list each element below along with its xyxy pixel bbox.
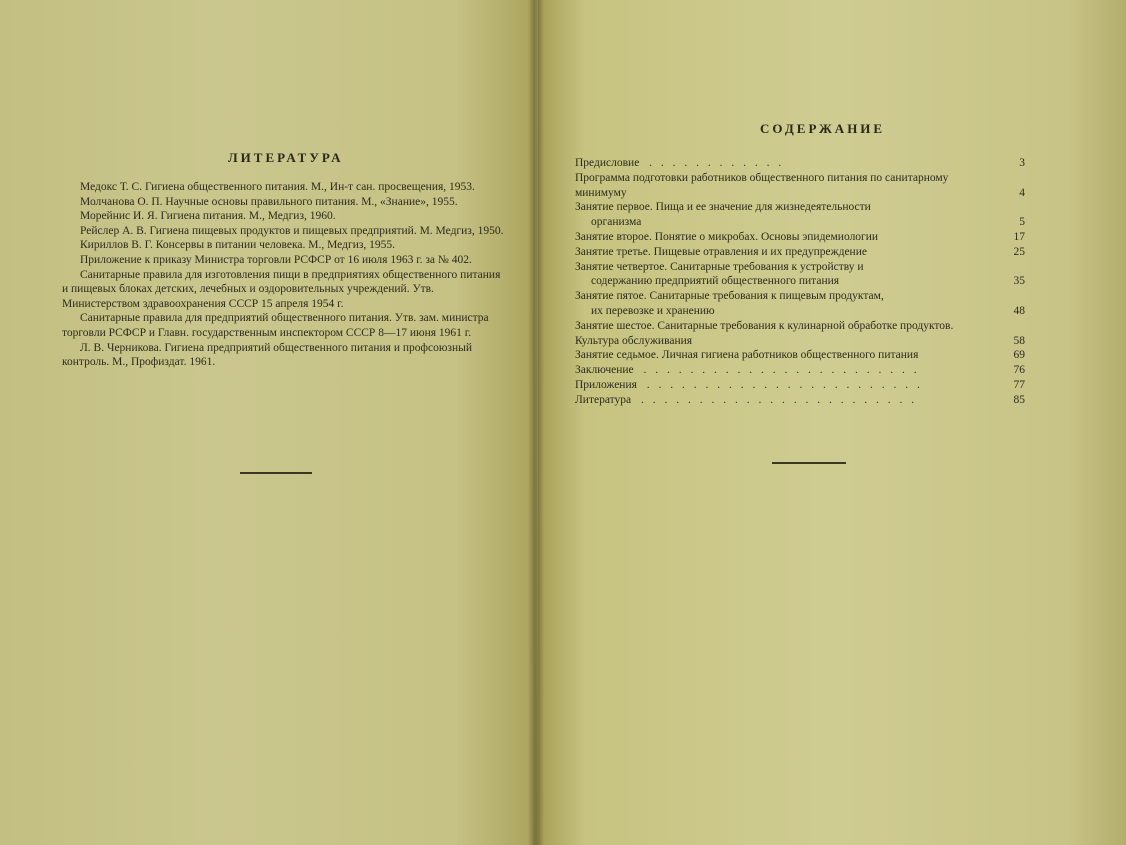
toc-page-number: 35 bbox=[1013, 275, 1025, 288]
toc-page-number: 77 bbox=[1013, 378, 1025, 391]
literature-entry: Л. В. Черникова. Гигиена предприятий общественного питания и профсоюзный контроль. М., Профиздат. 1961. bbox=[62, 341, 472, 369]
contents-list bbox=[575, 156, 1025, 408]
literature-entry: Приложение к приказу Министра торговли РСФСР от 16 июля 1963 г. за № 402. bbox=[80, 253, 472, 266]
toc-page-number: 25 bbox=[1013, 245, 1025, 258]
toc-row bbox=[575, 378, 1025, 393]
literature-entry: Морейнис И. Я. Гигиена питания. М., Медгиз, 1960. bbox=[80, 210, 336, 223]
toc-label-continuation: организма bbox=[591, 216, 642, 229]
toc-label: Заключение bbox=[575, 364, 634, 377]
toc-page-number: 5 bbox=[1019, 216, 1025, 229]
literature-entry: Рейслер А. В. Гигиена пищевых продуктов и пищевых предприятий. М. Медгиз, 1950. bbox=[80, 224, 504, 237]
literature-entry: Молчанова О. П. Научные основы правильного питания. М., «Знание», 1955. bbox=[80, 195, 458, 208]
toc-row bbox=[575, 230, 1025, 245]
toc-label: Занятие первое. Пища и ее значение для жизнедеятельности bbox=[575, 201, 871, 214]
toc-row bbox=[575, 245, 1025, 260]
toc-page-number: 58 bbox=[1013, 334, 1025, 347]
toc-label: Предисловие bbox=[575, 157, 640, 169]
toc-label: Программа подготовки работников общественного питания по санитарному минимуму bbox=[575, 171, 949, 199]
toc-label: Занятие четвертое. Санитарные требования к устройству и bbox=[575, 260, 864, 273]
contents-heading: СОДЕРЖАНИЕ bbox=[760, 121, 886, 136]
toc-leader-dots: . . . . . . . . . . . . . . . . . . . . . . . . bbox=[637, 364, 920, 377]
toc-page-number: 69 bbox=[1013, 349, 1025, 362]
toc-row bbox=[575, 319, 1025, 349]
literature-list bbox=[62, 180, 507, 370]
literature-entry: Санитарные правила для изготовления пищи в предприятиях общественного питания и пищевых блоках детских, лечебных и оздоровительных учреждений. Утв. Министерством здравоохранения СССР 15 апреля 1954 г. bbox=[62, 268, 501, 310]
toc-leader-dots: . . . . . . . . . . . . bbox=[643, 157, 785, 169]
toc-page-number: 48 bbox=[1013, 304, 1025, 317]
toc-leader-dots: . . . . . . . . . . . . . . . . . . . . . . . . bbox=[640, 378, 923, 391]
toc-row bbox=[575, 348, 1025, 363]
toc-label: Занятие седьмое. Личная гигиена работников общественного питания bbox=[575, 349, 919, 362]
toc-label: Литература bbox=[575, 393, 632, 406]
toc-label-continuation: их перевозке и хранению bbox=[591, 304, 715, 317]
toc-label: Занятие второе. Понятие о микробах. Основы эпидемиологии bbox=[575, 230, 879, 243]
toc-label: Занятие шестое. Санитарные требования к кулинарной обработке продуктов. Культура обслуживания bbox=[575, 319, 954, 347]
toc-label: Приложения bbox=[575, 378, 637, 391]
literature-heading: ЛИТЕРАТУРА bbox=[228, 150, 344, 165]
literature-entry: Медокс Т. С. Гигиена общественного питания. М., Ин-т сан. просвещения, 1953. bbox=[80, 181, 475, 193]
book-gutter bbox=[528, 0, 544, 845]
left-page bbox=[0, 0, 535, 845]
toc-label-continuation: содержанию предприятий общественного питания bbox=[591, 275, 840, 288]
toc-page-number: 76 bbox=[1013, 364, 1025, 377]
toc-row bbox=[575, 363, 1025, 378]
toc-row bbox=[575, 171, 1025, 201]
toc-row bbox=[575, 289, 1025, 319]
toc-leader-dots: . . . . . . . . . . . . . . . . . . . . . . . . bbox=[635, 393, 918, 406]
toc-page-number: 4 bbox=[1019, 186, 1025, 199]
toc-row bbox=[575, 260, 1025, 290]
toc-page-number: 3 bbox=[1019, 157, 1025, 169]
literature-entry: Санитарные правила для предприятий общественного питания. Утв. зам. министра торговли РСФСР и Главн. государственным инспектором СССР 8—17 июня 1961 г. bbox=[62, 312, 489, 339]
toc-page-number: 17 bbox=[1013, 230, 1025, 243]
literature-entry: Кириллов В. Г. Консервы в питании человека. М., Медгиз, 1955. bbox=[80, 239, 396, 252]
toc-row bbox=[575, 393, 1025, 408]
right-divider bbox=[772, 462, 846, 464]
toc-row bbox=[575, 200, 1025, 230]
toc-label: Занятие третье. Пищевые отравления и их предупреждение bbox=[575, 245, 867, 258]
toc-row bbox=[575, 156, 1025, 171]
left-divider bbox=[240, 472, 312, 474]
toc-page-number: 85 bbox=[1013, 393, 1025, 406]
toc-label: Занятие пятое. Санитарные требования к пищевым продуктам, bbox=[575, 290, 884, 303]
